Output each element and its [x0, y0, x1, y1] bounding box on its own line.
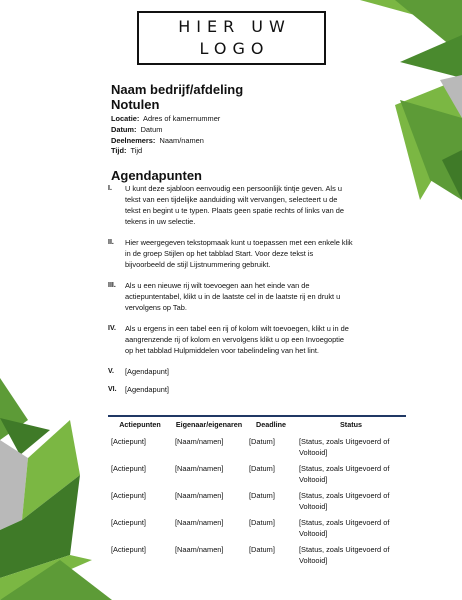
agenda-number: III. — [108, 282, 116, 289]
agenda-number: II. — [108, 239, 114, 246]
cell-status[interactable]: [Status, zoals Uitgevoerd of Voltooid] — [299, 491, 390, 511]
meta-date — [111, 125, 391, 136]
bottom-left-shape-4 — [22, 420, 80, 520]
top-right-shape-3 — [400, 35, 462, 78]
meta-label: Datum: — [111, 124, 137, 134]
top-right-shape-7 — [442, 150, 462, 200]
meta-location — [111, 114, 391, 125]
meta-label: Deelnemers: — [111, 135, 156, 145]
agenda-number: V. — [108, 368, 114, 375]
action-items-table — [108, 418, 406, 572]
table-top-rule — [108, 415, 406, 417]
table-row — [108, 545, 406, 572]
agenda-text: [Agendapunt] — [125, 385, 169, 394]
cell-owner[interactable]: [Naam/namen] — [175, 464, 224, 473]
cell-deadline[interactable]: [Datum] — [249, 545, 275, 554]
meta-value: Datum — [140, 124, 163, 134]
column-header-action: Actiepunten — [119, 420, 161, 429]
bottom-left-shape-5 — [0, 475, 80, 578]
meta-participants — [111, 136, 391, 147]
bottom-left-shape-2 — [0, 418, 50, 455]
agenda-item — [108, 237, 353, 270]
agenda-item — [108, 323, 353, 356]
agenda-number: VI. — [108, 386, 117, 393]
cell-action[interactable]: [Actiepunt] — [111, 518, 146, 527]
column-header-owner: Eigenaar/eigenaren — [175, 420, 243, 429]
cell-owner[interactable]: [Naam/namen] — [175, 518, 224, 527]
meta-value: Adres of kamernummer — [143, 114, 221, 123]
table-row — [108, 437, 406, 464]
top-right-shape-1 — [360, 0, 462, 28]
cell-status[interactable]: [Status, zoals Uitgevoerd of Voltooid] — [299, 518, 390, 538]
cell-action[interactable]: [Actiepunt] — [111, 491, 146, 500]
agenda-text: U kunt deze sjabloon eenvoudig een persoonlijk tintje geven. Als u tekst van een tijdelijke aanduiding wilt vervangen, selecteert u de tekst en begint u te typen. Plaats geen spatie rechts of links van de tekens in uw selectie. — [125, 184, 344, 226]
table-header-row — [108, 418, 406, 437]
cell-deadline[interactable]: [Datum] — [249, 464, 275, 473]
top-right-shape-2 — [395, 0, 462, 55]
table-row — [108, 518, 406, 545]
meta-label: Tijd: — [111, 146, 127, 156]
agenda-item — [108, 280, 353, 313]
cell-status[interactable]: [Status, zoals Uitgevoerd of Voltooid] — [299, 545, 390, 565]
column-header-status: Status — [340, 420, 362, 429]
logo-placeholder — [137, 11, 326, 65]
column-header-deadline: Deadline — [256, 420, 286, 429]
meta-time — [111, 146, 391, 157]
cell-deadline[interactable]: [Datum] — [249, 437, 275, 446]
agenda-number: IV. — [108, 325, 116, 332]
cell-owner[interactable]: [Naam/namen] — [175, 545, 224, 554]
meta-value: Naam/namen — [159, 135, 204, 145]
meta-label: Locatie: — [111, 114, 140, 123]
cell-action[interactable]: [Actiepunt] — [111, 464, 146, 473]
bottom-left-shape-1 — [0, 378, 28, 440]
meta-value: Tijd — [130, 146, 143, 156]
company-name: Naam bedrijf/afdeling — [111, 82, 244, 97]
cell-status[interactable]: [Status, zoals Uitgevoerd of Voltooid] — [299, 437, 390, 457]
cell-deadline[interactable]: [Datum] — [249, 491, 275, 500]
bottom-left-shape-6 — [0, 555, 92, 600]
cell-owner[interactable]: [Naam/namen] — [175, 437, 224, 446]
top-right-shape-6 — [400, 100, 462, 200]
agenda-number: I. — [108, 185, 112, 192]
document-title: Notulen — [111, 97, 160, 112]
top-right-shape-4 — [395, 78, 462, 200]
cell-status[interactable]: [Status, zoals Uitgevoerd of Voltooid] — [299, 464, 390, 484]
cell-action[interactable]: [Actiepunt] — [111, 437, 146, 446]
agenda-item — [108, 384, 353, 395]
document-header — [111, 82, 391, 157]
agenda-item — [108, 183, 353, 227]
cell-deadline[interactable]: [Datum] — [249, 518, 275, 527]
agenda-text: Als u ergens in een tabel een rij of kolom wilt toevoegen, klikt u in de aangrenzende rij of kolom en vervolgens klikt u op een Invoegoptie op het tabblad Hulpmiddelen voor tabelindeling van het lint. — [125, 324, 349, 355]
agenda-heading: Agendapunten — [111, 168, 202, 183]
agenda-text: Hier weergegeven tekstopmaak kunt u toepassen met een enkele klik in de groep Stijlen op het tabblad Start. Voor deze tekst is bijvoorbeeld de stijl Lijstnummering gebruikt. — [125, 238, 353, 269]
logo-text: HIER UW LOGO — [178, 17, 291, 58]
cell-owner[interactable]: [Naam/namen] — [175, 491, 224, 500]
agenda-list — [108, 183, 353, 395]
agenda-text: [Agendapunt] — [125, 367, 169, 376]
bottom-left-shape-3 — [0, 440, 28, 530]
cell-action[interactable]: [Actiepunt] — [111, 545, 146, 554]
agenda-item — [108, 366, 353, 377]
top-right-shape-5 — [440, 75, 462, 118]
bottom-left-shape-7 — [0, 560, 112, 600]
table-row — [108, 491, 406, 518]
table-row — [108, 464, 406, 491]
agenda-text: Als u een nieuwe rij wilt toevoegen aan het einde van de actiepuntentabel, klikt u in de laatste cel in de laatste rij en drukt u vervolgens op Tab. — [125, 281, 341, 312]
